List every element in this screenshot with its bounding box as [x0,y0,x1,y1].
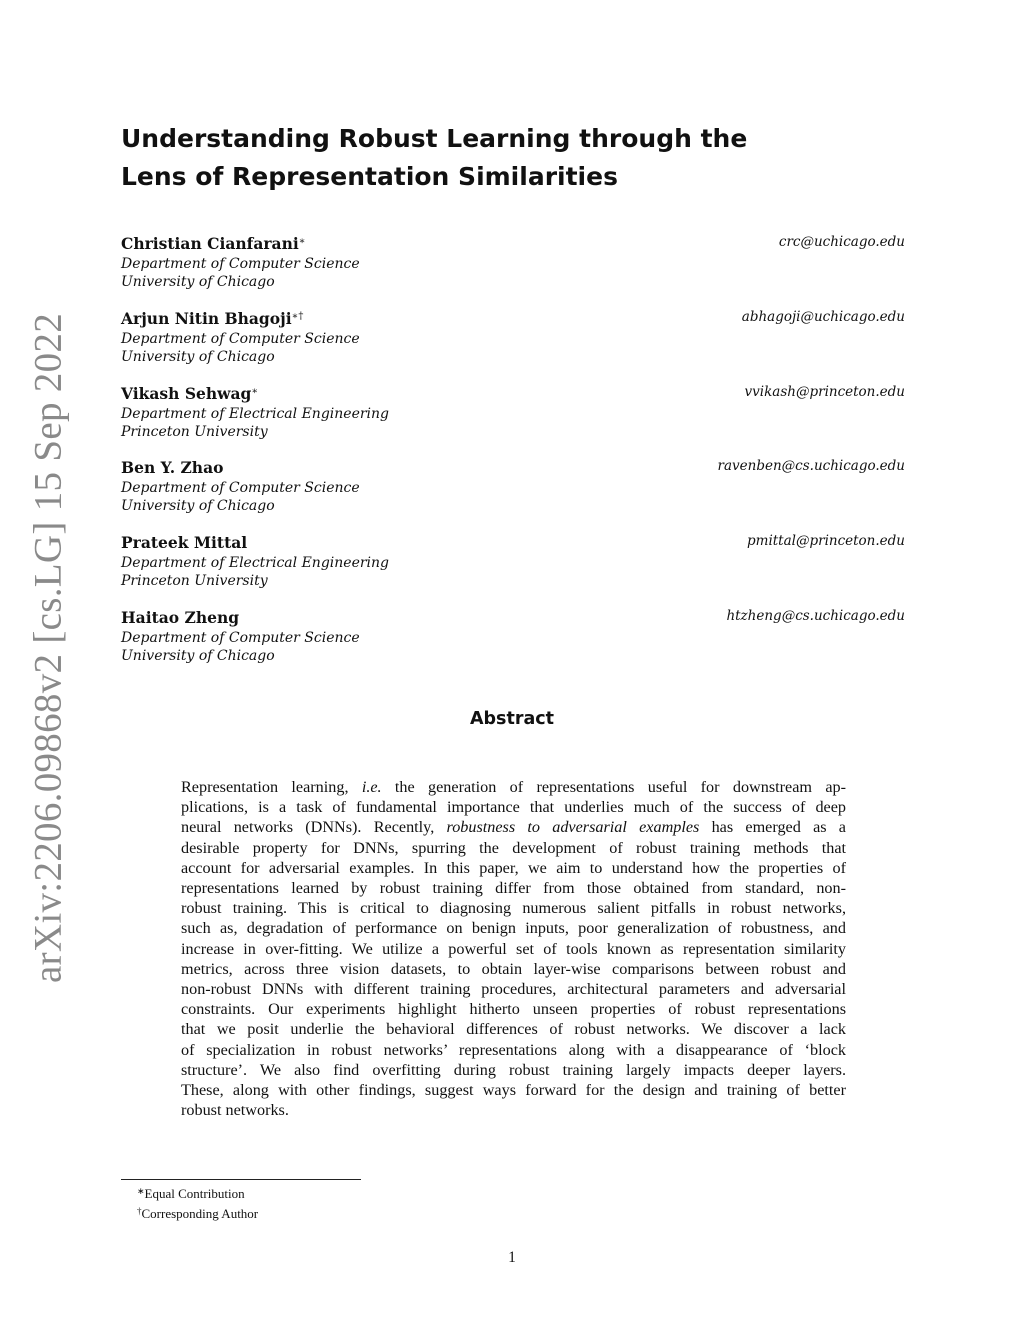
author-institution: University of Chicago [121,274,275,290]
arxiv-identifier: arXiv:2206.09868v2 [cs.LG] 15 Sep 2022 [26,313,70,983]
author-institution: Princeton University [121,573,268,589]
abstract-line: desirable property for DNNs, spurring the development of robust training methods that [181,838,846,857]
abstract-line: structure’. We also find overfitting during robust training largely impacts deeper layers. [181,1060,846,1079]
author-institution: University of Chicago [121,498,275,514]
abstract-line: account for adversarial examples. In this paper, we aim to understand how the properties of [181,858,846,877]
abstract-line: representations learned by robust training differ from those obtained from standard, non- [181,879,846,898]
footnote [137,1183,258,1203]
author-mark: ∗† [291,311,304,322]
abstract-emphasis: robustness to adversarial examples [446,818,700,837]
author-department: Department of Computer Science [121,330,360,347]
author-institution: Princeton University [121,424,268,440]
abstract-line: metrics, across three vision datasets, to obtain layer-wise comparisons between robust and [181,959,846,978]
author-institution: University of Chicago [121,349,275,365]
abstract-line [181,817,846,837]
abstract-line: These, along with other findings, suggest ways forward for the design and training of better [181,1081,846,1100]
author-department: Department of Electrical Engineering [121,554,389,571]
author-name: Christian Cianfarani [121,234,299,253]
author-name: Ben Y. Zhao [121,458,224,477]
footnote-mark: ∗ [137,1186,145,1196]
author-name: Haitao Zheng [121,608,240,627]
author-department: Department of Computer Science [121,629,360,646]
author-email[interactable]: ravenben@cs.uchicago.edu [717,458,905,474]
author-email[interactable]: crc@uchicago.edu [778,234,905,250]
abstract-line: robust training. This is critical to diagnosing numerous salient pitfalls in robust networks, [181,899,846,918]
footnote [137,1203,258,1223]
abstract-line: robust networks. [181,1101,289,1120]
abstract-emphasis: i.e. [361,778,382,796]
abstract-text: Representation learning, [181,778,362,796]
author-mark: ∗ [298,236,306,247]
author-email[interactable]: abhagoji@uchicago.edu [741,309,905,325]
author-institution: University of Chicago [121,648,275,664]
abstract-line: constraints. Our experiments highlight hitherto unseen properties of robust representations [181,1000,846,1019]
author-department: Department of Computer Science [121,479,360,496]
title-line-1: Understanding Robust Learning through the [121,124,748,153]
author-mark: ∗ [251,386,259,397]
author-name: Vikash Sehwag [121,384,252,403]
footnote-text: Equal Contribution [144,1186,245,1201]
abstract-line: such as, degradation of performance on benign inputs, poor generalization of robustness, and [181,919,846,938]
footnote-mark: † [137,1205,142,1216]
author-department: Department of Computer Science [121,255,360,272]
author-email[interactable]: vvikash@princeton.edu [744,384,905,400]
abstract-text: has emerged as a [699,818,846,837]
author-block [121,532,905,591]
title-line-2: Lens of Representation Similarities [121,162,618,191]
author-block [121,383,905,442]
author-block [121,607,905,666]
abstract-line [181,777,846,797]
author-email[interactable]: pmittal@princeton.edu [747,533,905,549]
abstract-line: of specialization in robust networks’ representations along with a disappearance of ‘block [181,1040,846,1059]
page-number: 1 [508,1249,516,1266]
author-name: Arjun Nitin Bhagoji [121,309,292,328]
abstract-line: that we posit underlie the behavioral differences of robust networks. We discover a lack [181,1020,846,1039]
abstract-text: neural networks (DNNs). Recently, [181,818,447,837]
author-block [121,308,905,367]
abstract-body [181,777,846,1120]
author-email[interactable]: htzheng@cs.uchicago.edu [726,608,905,624]
footnote-text: Corresponding Author [141,1205,259,1221]
footnote-divider [121,1179,361,1180]
abstract-text: the generation of representations useful for downstream ap- [381,778,846,796]
author-department: Department of Electrical Engineering [121,405,389,422]
abstract-line: plications, is a task of fundamental importance that underlies much of the success of deep [181,798,846,817]
abstract-line: non-robust DNNs with different training procedures, architectural parameters and adversarial [181,980,846,999]
author-name: Prateek Mittal [121,533,248,552]
abstract-line: increase in over-fitting. We utilize a powerful set of tools known as representation similarity [181,939,846,958]
abstract-heading: Abstract [469,709,555,729]
paper-title [121,120,801,196]
author-block [121,457,905,516]
footnotes [137,1183,258,1222]
author-block [121,233,905,292]
